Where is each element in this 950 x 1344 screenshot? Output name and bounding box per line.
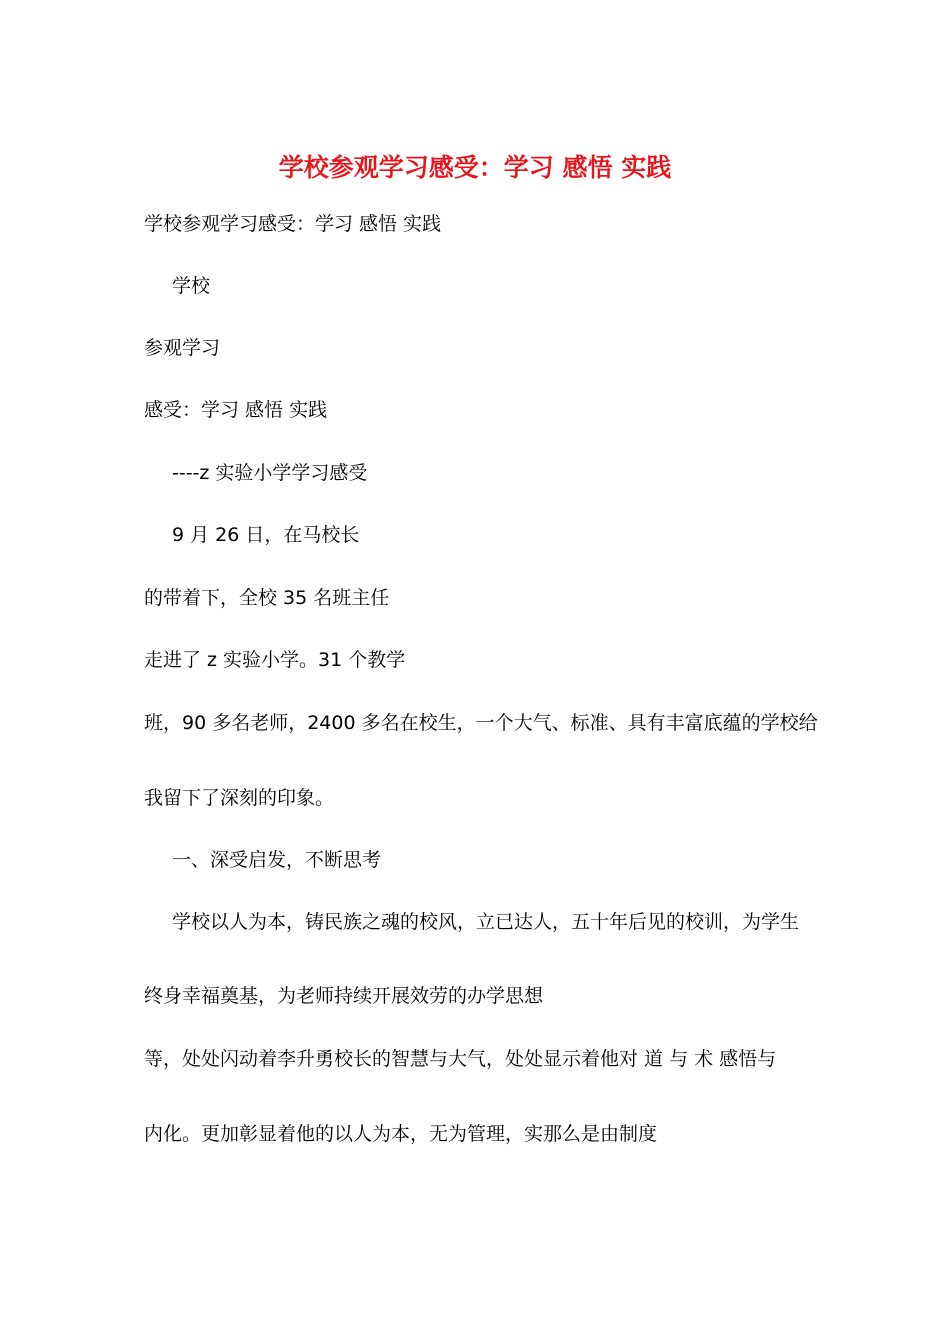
text-line: 9 月 26 日，在马校长 bbox=[172, 524, 360, 546]
document-title: 学校参观学习感受：学习 感悟 实践 bbox=[278, 153, 672, 182]
text-line: 的带着下，全校 35 名班主任 bbox=[144, 587, 390, 609]
text-line: 学校参观学习感受：学习 感悟 实践 bbox=[144, 213, 442, 235]
text-line: 感受：学习 感悟 实践 bbox=[144, 399, 328, 421]
text-line: 我留下了深刻的印象。 bbox=[144, 787, 335, 809]
text-line: 班，90 多名老师，2400 多名在校生，一个大气、标准、具有丰富底蕴的学校给 bbox=[144, 712, 818, 734]
text-line: ----z 实验小学学习感受 bbox=[172, 462, 368, 484]
text-line: 走进了 z 实验小学。31 个教学 bbox=[144, 649, 406, 671]
text-line: 等，处处闪动着李升勇校长的智慧与大气，处处显示着他对 道 与 术 感悟与 bbox=[144, 1048, 777, 1070]
text-line: 终身幸福奠基，为老师持续开展效劳的办学思想 bbox=[144, 985, 544, 1007]
text-line: 参观学习 bbox=[144, 337, 221, 359]
text-line: 学校以人为本，铸民族之魂的校风，立已达人，五十年后见的校训，为学生 bbox=[172, 911, 800, 933]
text-line: 内化。更加彰显着他的以人为本，无为管理，实那么是由制度 bbox=[144, 1123, 658, 1145]
section-heading: 一、深受启发，不断思考 bbox=[172, 849, 382, 871]
text-line: 学校 bbox=[172, 275, 211, 297]
